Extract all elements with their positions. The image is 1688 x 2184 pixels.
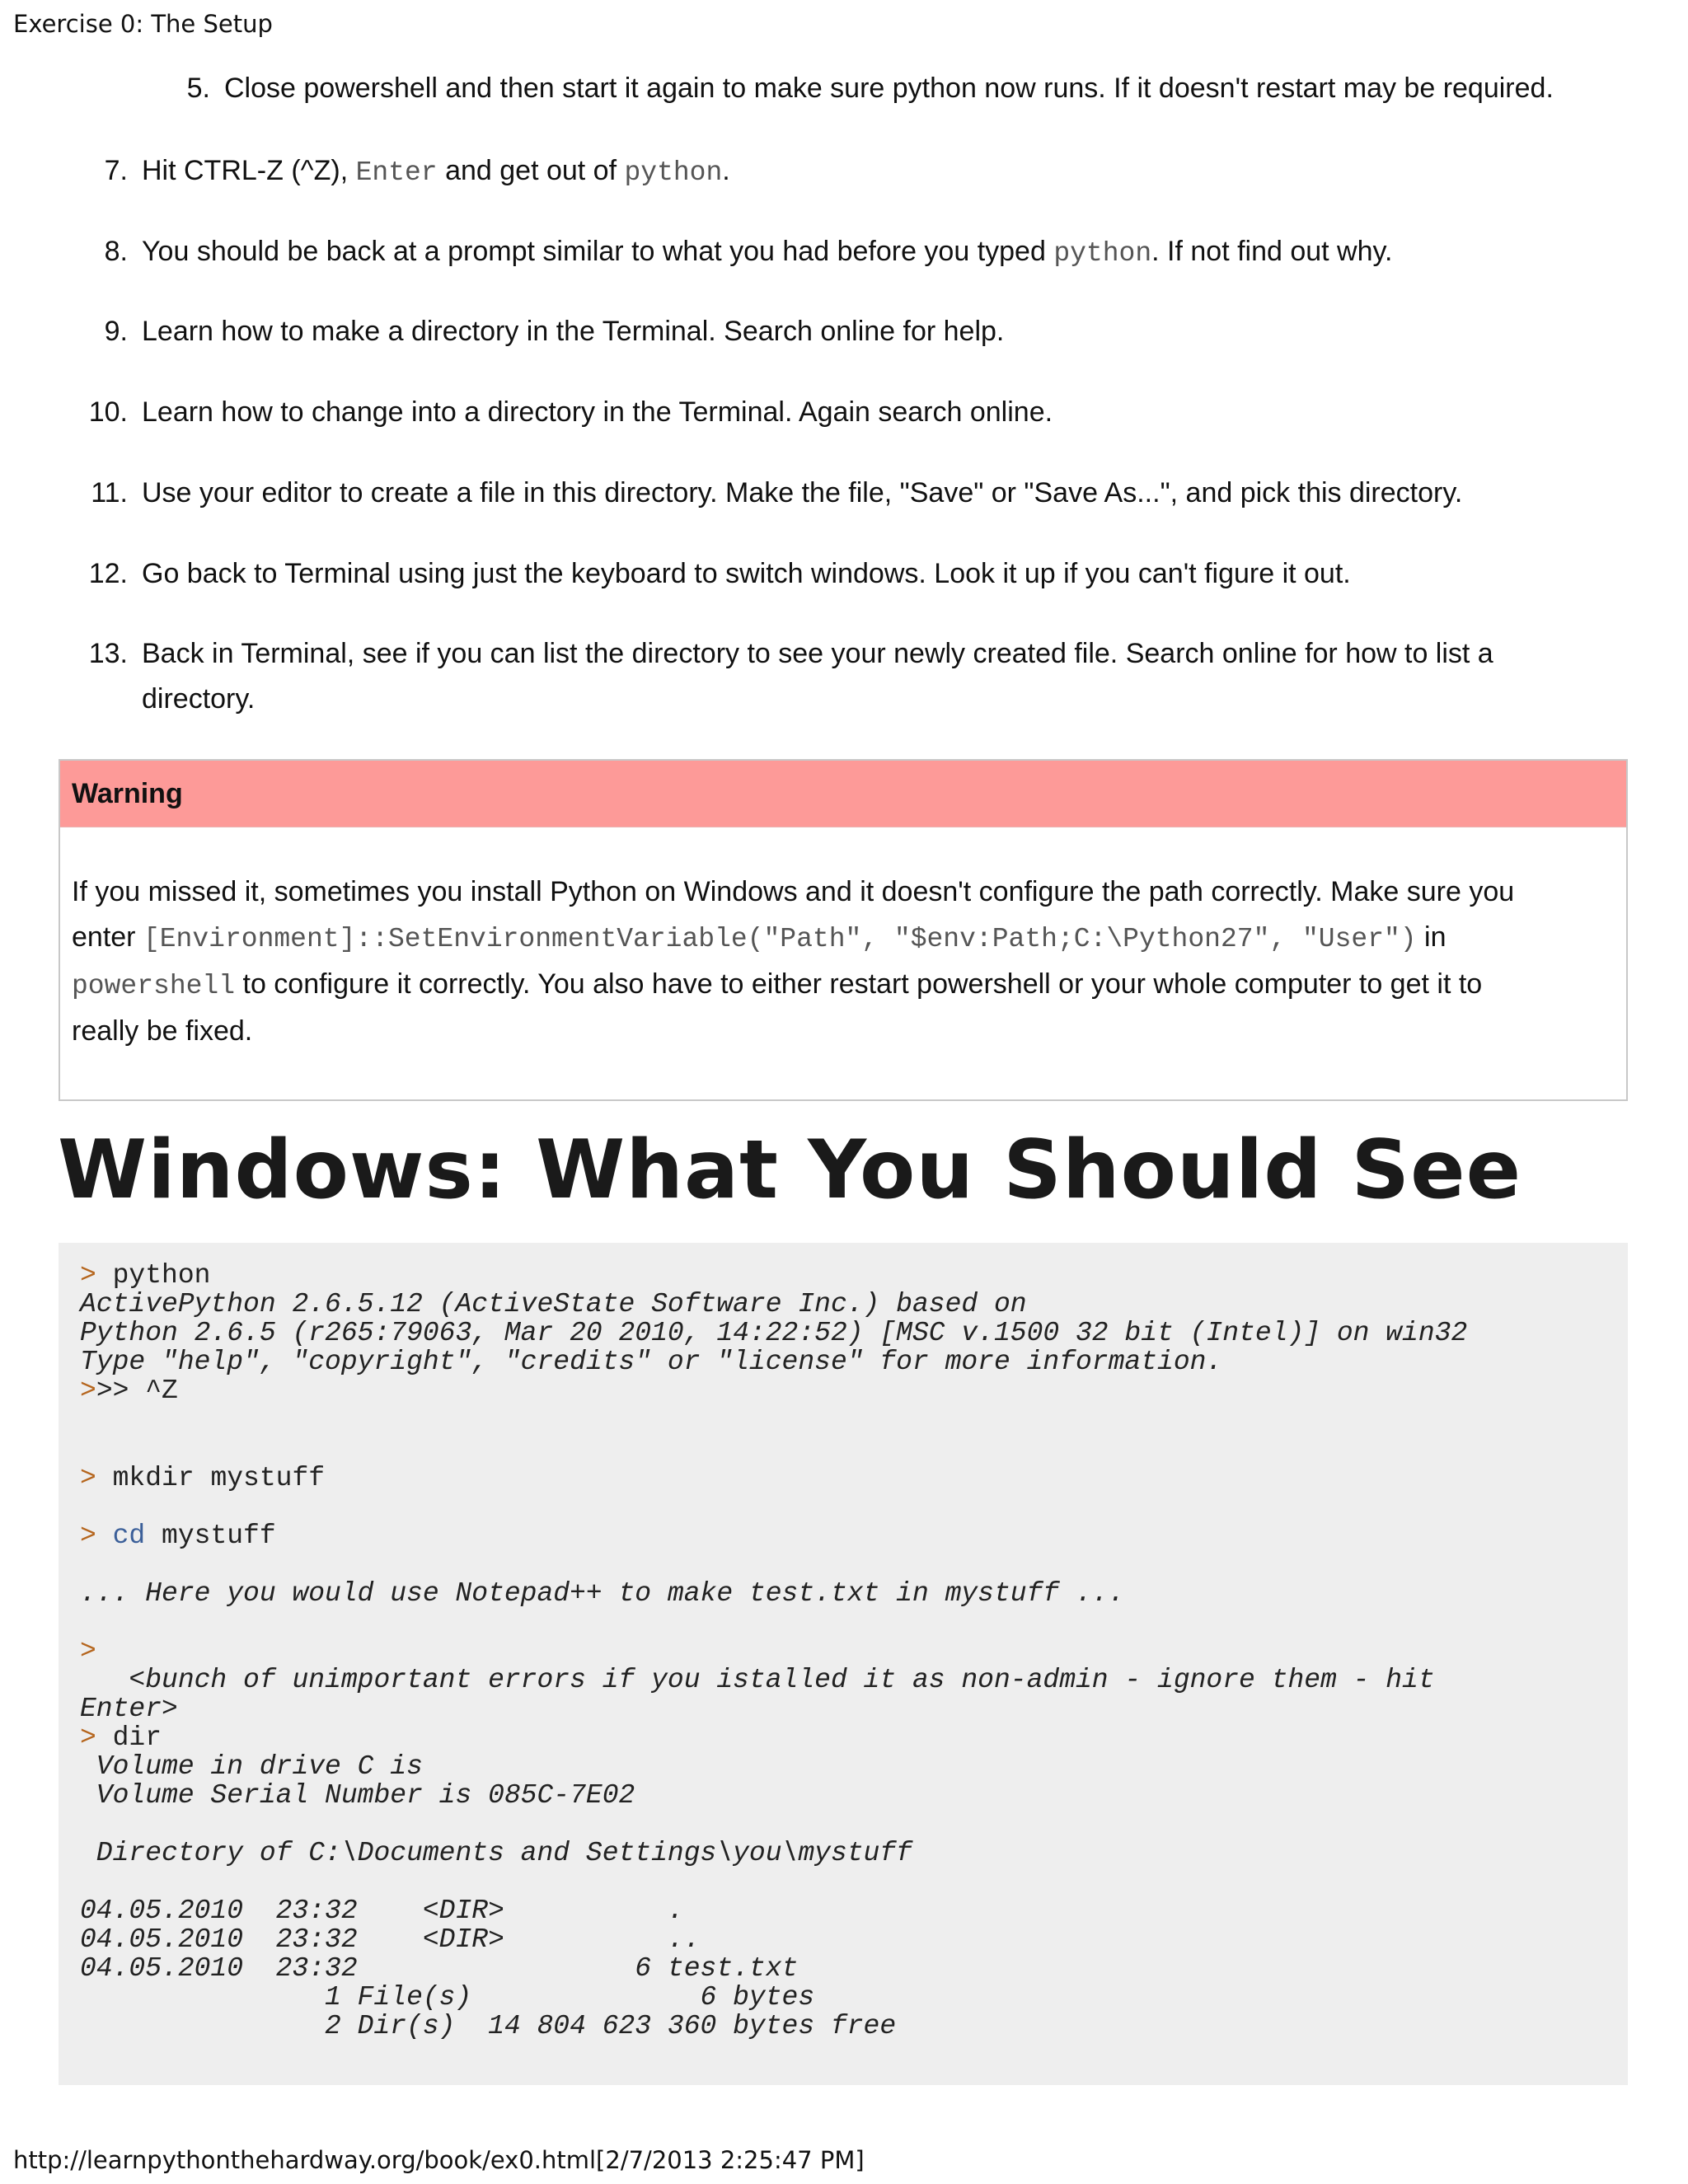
prompt-glyph: > (80, 1521, 96, 1551)
text-run: You should be back at a prompt similar to what you had before you typed (142, 236, 1054, 267)
inline-code: python (624, 157, 723, 188)
section-heading: Windows: What You Should See (58, 1123, 1522, 1217)
code-command: mkdir mystuff (112, 1463, 326, 1493)
code-line: Python 2.6.5 (r265:79063, Mar 20 2010, 14:22:52) [MSC v.1500 32 bit (Intel)] on win32 (80, 1318, 1468, 1348)
warning-text (72, 869, 1613, 1054)
code-command: dir (112, 1722, 162, 1753)
code-line: 1 File(s) 6 bytes (80, 1982, 815, 2013)
code-block (59, 1243, 1628, 2085)
code-line (80, 1376, 178, 1405)
page-header: Exercise 0: The Setup (13, 10, 273, 38)
list-number: 5. (186, 73, 210, 104)
code-command: python (112, 1260, 211, 1291)
list-text: Close powershell and then start it again to make sure python now runs. If it doesn't restart may be required. (224, 73, 1554, 104)
code-line: Type "help", "copyright", "credits" or "license" for more information. (80, 1347, 1223, 1377)
text-run: . (722, 155, 730, 186)
code-line (80, 1464, 325, 1493)
prompt-glyph: > (80, 1260, 96, 1291)
code-line (80, 1637, 96, 1666)
list-number: 8. (104, 236, 128, 267)
text-run: to configure it correctly. You also have to either restart powershell or your whole computer to get it to (235, 968, 1483, 1000)
prompt-glyph: > (80, 1722, 96, 1753)
prompt-glyph: > (80, 1463, 96, 1493)
warning-box (59, 759, 1628, 1101)
inline-code: python (1053, 238, 1152, 269)
list-text: Go back to Terminal using just the keyboard to switch windows. Look it up if you can't figure it out. (142, 558, 1351, 589)
code-command: mystuff (145, 1521, 276, 1551)
text-run: If you missed it, sometimes you install Python on Windows and it doesn't configure the path correctly. Make sure you (72, 876, 1515, 907)
list-number: 13. (88, 638, 128, 669)
text-run: really be fixed. (72, 1015, 253, 1047)
code-line (80, 1723, 162, 1752)
list-text: Learn how to change into a directory in the Terminal. Again search online. (142, 396, 1053, 428)
text-run: directory. (142, 683, 256, 715)
text-run: enter (72, 921, 143, 953)
text-run: Hit CTRL-Z (^Z), (142, 155, 356, 186)
code-line: Directory of C:\Documents and Settings\you\mystuff (80, 1838, 912, 1868)
inline-code: [Environment]::SetEnvironmentVariable("Path", "$env:Path;C:\Python27", "User") (143, 924, 1417, 954)
code-line: 04.05.2010 23:32 6 test.txt (80, 1953, 799, 1984)
list-number: 12. (88, 558, 128, 589)
list-number: 10. (88, 396, 128, 428)
inline-code: powershell (72, 971, 236, 1001)
code-text: >> ^Z (96, 1376, 178, 1406)
warning-title: Warning (60, 761, 1626, 827)
inline-code: Enter (355, 157, 438, 188)
code-line: ... Here you would use Notepad++ to make test.txt in mystuff ... (80, 1578, 1125, 1609)
prompt-glyph: > (80, 1376, 96, 1406)
page-footer: http://learnpythonthehardway.org/book/ex0.html[2/7/2013 2:25:47 PM] (13, 2146, 865, 2174)
code-line (80, 1261, 210, 1290)
text-run: Back in Terminal, see if you can list the directory to see your newly created file. Search online for how to list a (142, 638, 1493, 669)
code-line: <bunch of unimportant errors if you istalled it as non-admin - ignore them - hit (80, 1665, 1435, 1695)
code-line (80, 1521, 276, 1550)
text-run: . If not find out why. (1151, 236, 1393, 267)
list-text: Learn how to make a directory in the Terminal. Search online for help. (142, 316, 1005, 347)
list-number: 9. (104, 316, 128, 347)
text-run: in (1416, 921, 1447, 953)
code-line: 2 Dir(s) 14 804 623 360 bytes free (80, 2011, 897, 2041)
list-number: 11. (91, 477, 128, 509)
list-text (142, 148, 1642, 195)
list-text (142, 229, 1642, 276)
list-text: Use your editor to create a file in this directory. Make the file, "Save" or "Save As...", and pick this directory. (142, 477, 1463, 509)
list-number: 7. (104, 155, 128, 186)
code-line: Volume in drive C is (80, 1751, 423, 1782)
code-line: ActivePython 2.6.5.12 (ActiveState Software Inc.) based on (80, 1289, 1027, 1319)
code-line: Volume Serial Number is 085C-7E02 (80, 1780, 635, 1811)
list-text (142, 631, 1642, 722)
text-run: and get out of (437, 155, 625, 186)
code-line: 04.05.2010 23:32 <DIR> . (80, 1896, 684, 1926)
code-keyword: cd (112, 1521, 146, 1551)
code-line: 04.05.2010 23:32 <DIR> .. (80, 1924, 701, 1955)
prompt-glyph: > (80, 1636, 96, 1666)
code-line: Enter> (80, 1694, 178, 1724)
